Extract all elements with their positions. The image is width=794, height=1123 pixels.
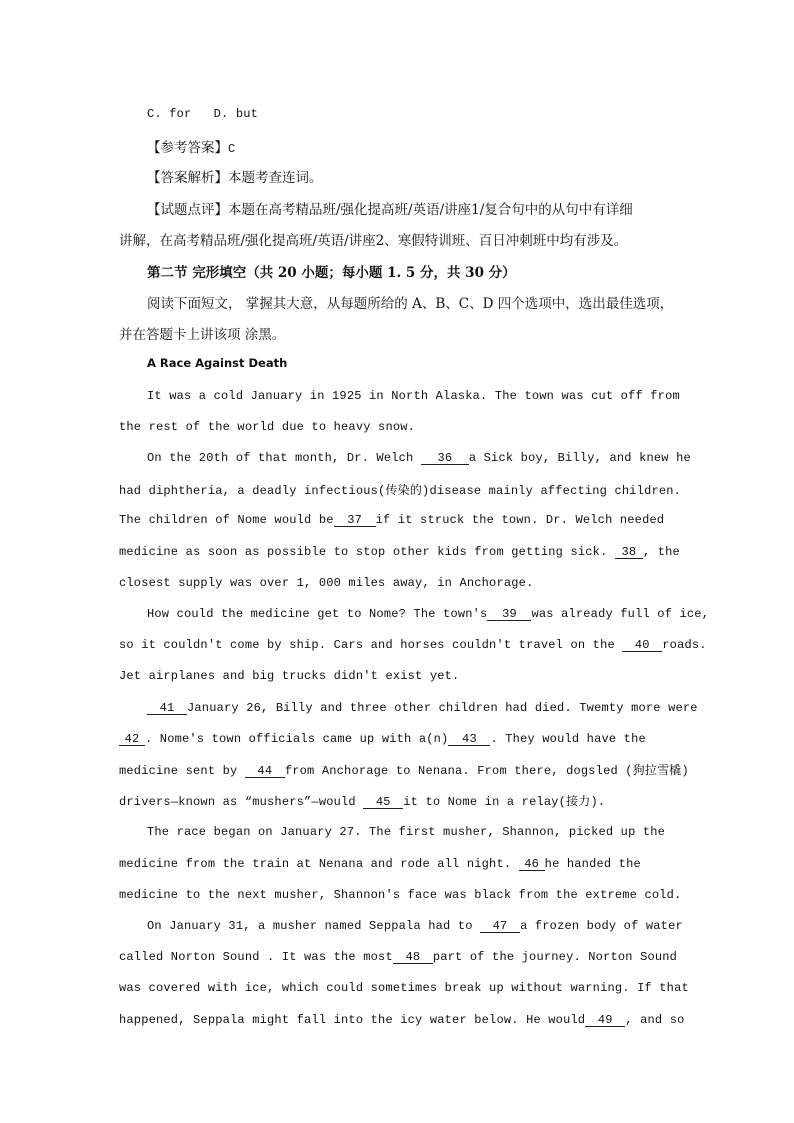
blank-42[interactable]: 42: [119, 733, 145, 746]
passage-line: medicine to the next musher, Shannon's face was black from the extreme cold.: [119, 888, 682, 902]
passage-line: called Norton Sound . It was the most 48 part of the journey. Norton Sound: [119, 950, 678, 964]
passage-line: 42 . Nome's town officials came up with a(n) 43 . They would have the: [119, 732, 646, 746]
reference-answer: [147, 136, 235, 156]
blank-45[interactable]: 45: [363, 796, 403, 809]
answer-label: 【参考答案】: [147, 140, 228, 156]
instructions-line-2: 并在答题卡上讲该项 涂黑。: [119, 327, 286, 343]
section-title: 第二节 完形填空（共 20 小题；每小题 1. 5 分，共 30 分）: [147, 265, 516, 281]
passage-line: medicine sent by 44 from Anchorage to Nenana. From there, dogsled (狗拉雪橇): [119, 764, 689, 778]
option-c: C. for: [147, 107, 192, 121]
passage-line: The race began on January 27. The first musher, Shannon, picked up the: [147, 825, 666, 839]
passage-line: The children of Nome would be 37 if it struck the town. Dr. Welch needed: [119, 513, 665, 527]
comment-text-1: 本题在高考精品班/强化提高班/英语/讲座1/复合句中的从句中有详细: [228, 202, 633, 218]
blank-36[interactable]: 36: [421, 452, 469, 465]
blank-46[interactable]: 46: [519, 858, 545, 871]
passage-line: Jet airplanes and big trucks didn't exist yet.: [119, 669, 460, 683]
passage-line: so it couldn't come by ship. Cars and horses couldn't travel on the 40 roads.: [119, 638, 707, 652]
passage-title: A Race Against Death: [147, 356, 288, 370]
blank-47[interactable]: 47: [480, 920, 520, 933]
option-d: D. but: [213, 107, 259, 121]
blank-43[interactable]: 43: [448, 733, 490, 746]
analysis-text: 本题考查连词。: [228, 170, 323, 186]
passage-line: It was a cold January in 1925 in North Alaska. The town was cut off from: [147, 389, 680, 403]
comment-label: 【试题点评】: [147, 202, 228, 218]
passage-line: happened, Seppala might fall into the icy water below. He would 49 , and so: [119, 1013, 685, 1027]
passage-line: closest supply was over 1, 000 miles away, in Anchorage.: [119, 576, 534, 590]
comment-line-1: [147, 198, 633, 218]
passage-line: 41 January 26, Billy and three other children had died. Twemty more were: [147, 701, 698, 715]
blank-39[interactable]: 39: [487, 608, 531, 621]
analysis-label: 【答案解析】: [147, 170, 228, 186]
answer-analysis: [147, 166, 323, 186]
blank-38[interactable]: 38: [615, 546, 643, 559]
passage-line: drivers—known as “mushers”—would 45 it to Nome in a relay(接力).: [119, 795, 606, 809]
options-line: [147, 107, 258, 121]
passage-line: had diphtheria, a deadly infectious(传染的)disease mainly affecting children.: [119, 484, 682, 498]
comment-line-2: 讲解，在高考精品班/强化提高班/英语/讲座2、寒假特训班、百日冲刺班中均有涉及。: [119, 233, 628, 249]
passage-line: was covered with ice, which could sometimes break up without warning. If that: [119, 981, 689, 995]
instructions-line-1: 阅读下面短文， 掌握其大意，从每题所给的 A、B、C、D 四个选项中，选出最佳选项，: [147, 296, 674, 312]
blank-44[interactable]: 44: [245, 765, 285, 778]
blank-48[interactable]: 48: [393, 951, 433, 964]
passage-line: How could the medicine get to Nome? The town's 39 was already full of ice,: [147, 607, 710, 621]
passage-line: medicine as soon as possible to stop other kids from getting sick. 38 , the: [119, 545, 680, 559]
passage-line: the rest of the world due to heavy snow.: [119, 420, 416, 434]
blank-37[interactable]: 37: [334, 514, 376, 527]
passage-line: On January 31, a musher named Seppala had to 47 a frozen body of water: [147, 919, 683, 933]
blank-40[interactable]: 40: [622, 639, 662, 652]
blank-49[interactable]: 49: [585, 1014, 625, 1027]
passage-line: On the 20th of that month, Dr. Welch 36 a Sick boy, Billy, and knew he: [147, 451, 691, 465]
blank-41[interactable]: 41: [147, 702, 187, 715]
passage-line: medicine from the train at Nenana and rode all night. 46 he handed the: [119, 857, 641, 871]
answer-value: C: [228, 142, 236, 156]
